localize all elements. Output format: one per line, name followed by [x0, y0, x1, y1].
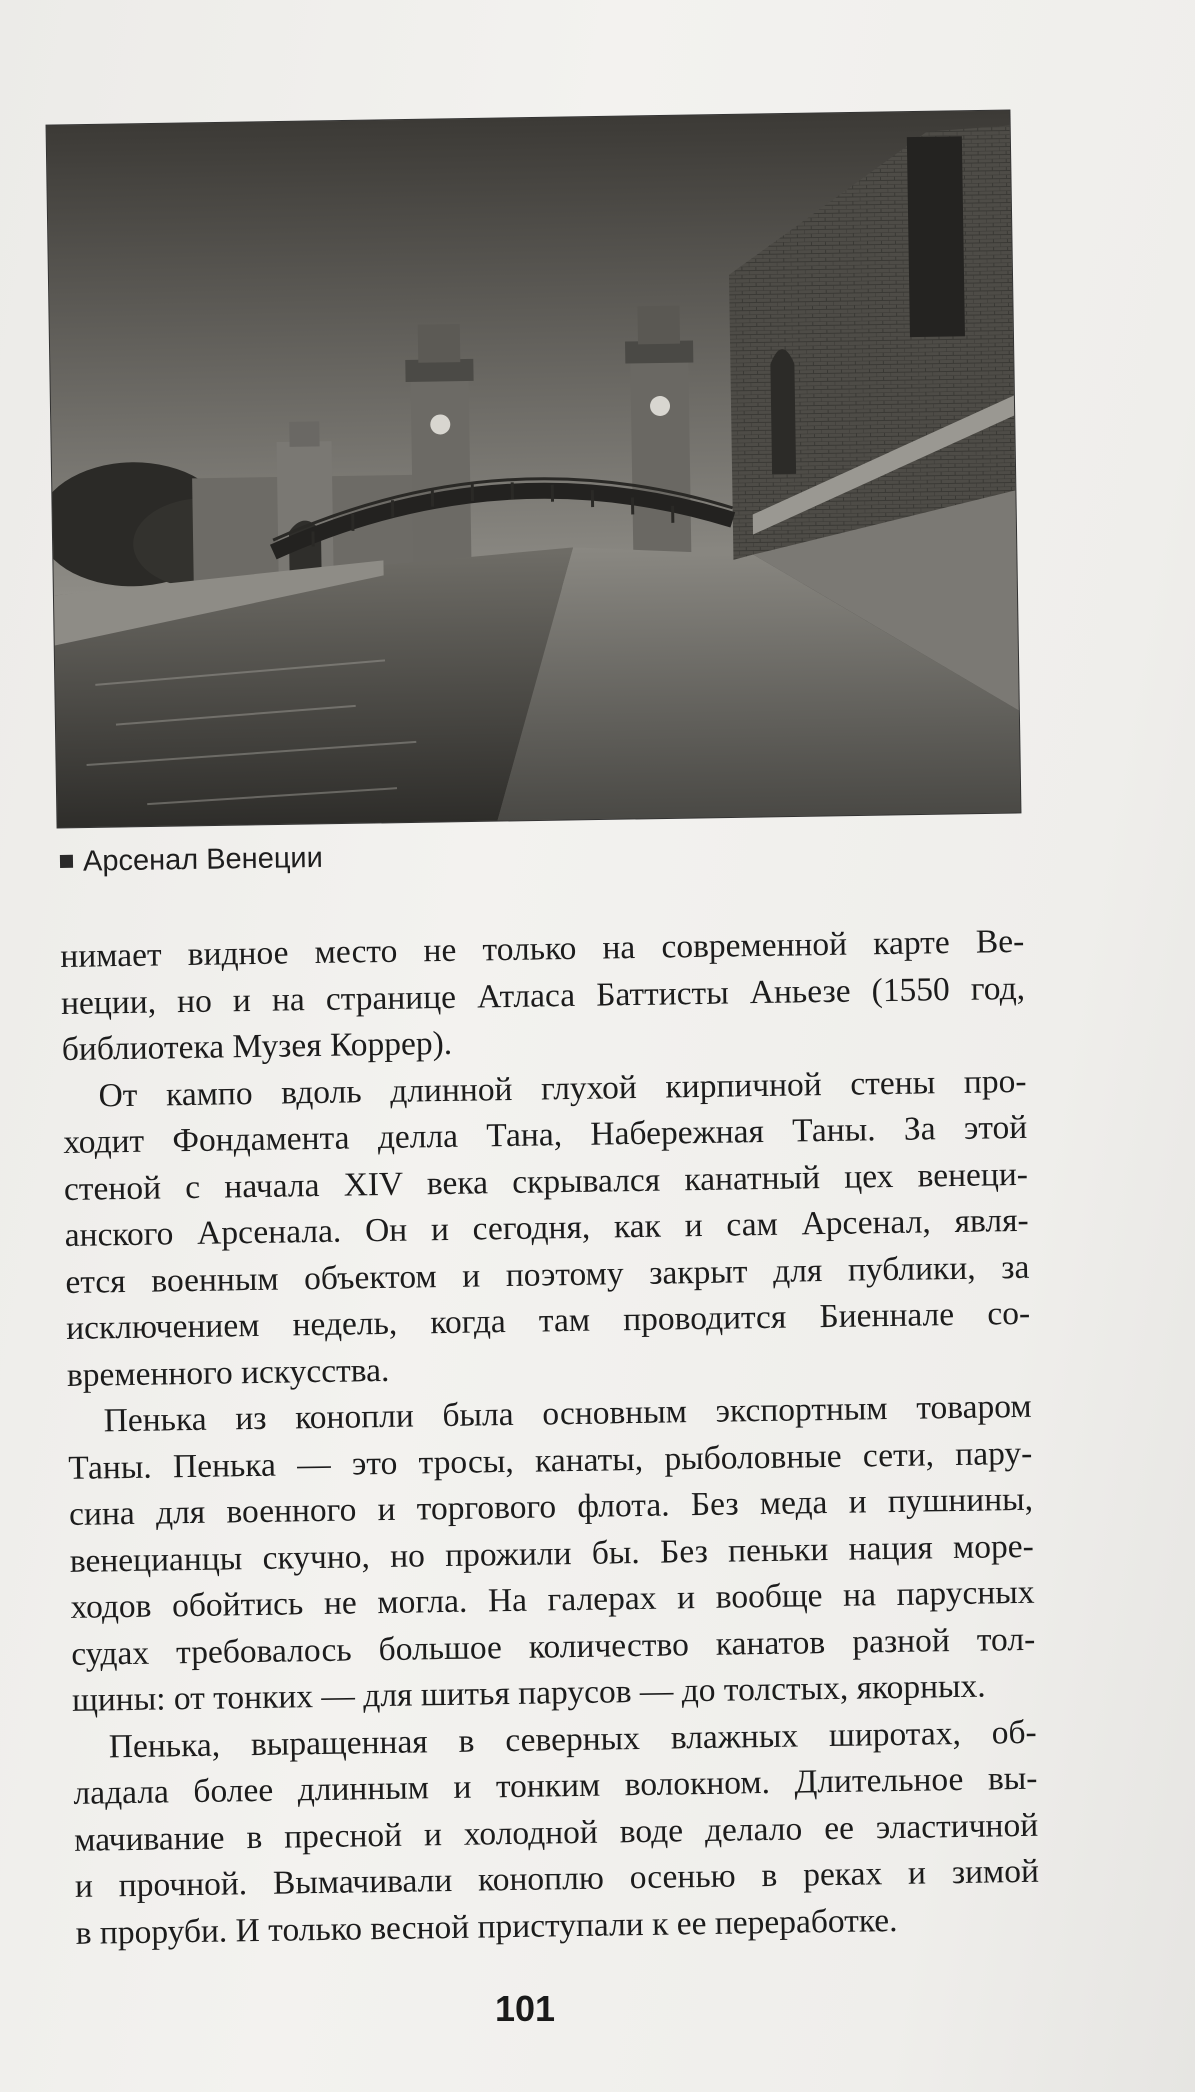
text-line: От кампо вдоль длинной глухой кирпичной стены про-: [98, 1062, 1027, 1114]
body-text: [60, 919, 1040, 1957]
text-line: Таны. Пенька — это тросы, канаты, рыболовные сети, пару-: [68, 1434, 1033, 1487]
text-line: венецианцы скучно, но прожили бы. Без пеньки нация море-: [69, 1527, 1035, 1580]
text-line: Пенька из конопли была основным экспортным товаром: [103, 1387, 1032, 1440]
text-line: щины: от тонких — для шитья парусов — до толстых, якорных.: [71, 1667, 986, 1719]
text-line: нимает видное место не только на современной карте Ве-: [60, 922, 1025, 975]
caption-square-icon: [60, 855, 73, 868]
text-line: исключением недель, когда там проводится Биеннале со-: [65, 1294, 1031, 1347]
text-line: ладала более длинным и тонким волокном. Длительное вы-: [73, 1759, 1038, 1812]
text-line: и прочной. Вымачивали коноплю осенью в реках и зимой: [74, 1852, 1040, 1905]
caption-text: Арсенал Венеции: [82, 841, 324, 878]
text-line: неции, но и на странице Атласа Баттисты Аньезе (1550 год,: [60, 969, 1026, 1022]
text-line: временного искусства.: [66, 1351, 390, 1394]
paragraph-1: [60, 919, 1026, 1074]
page-number: 101: [494, 1988, 556, 2029]
text-line: стеной с начала XIV века скрывался канатный цех венеци-: [63, 1155, 1029, 1208]
text-line: ется военным объектом и поэтому закрыт для публики, за: [65, 1248, 1030, 1301]
text-line: анского Арсенала. Он и сегодня, как и сам Арсенал, явля-: [64, 1201, 1029, 1254]
text-line: ходит Фондамента делла Тана, Набережная Таны. За этой: [62, 1108, 1028, 1161]
text-line: в проруби. И только весной приступали к ее переработке.: [75, 1901, 898, 1952]
text-line: мачивание в пресной и холодной воде делало ее эластичной: [73, 1806, 1039, 1859]
photo-caption: [60, 842, 323, 879]
text-line: сина для военного и торгового флота. Без меда и пушнины,: [68, 1480, 1034, 1533]
text-line: библиотека Музея Коррер).: [61, 1024, 453, 1068]
photo-arsenal-venice: [47, 110, 1021, 827]
text-line: ходов обойтись не могла. На галерах и вообще на парусных: [70, 1573, 1035, 1626]
paragraph-2: [62, 1058, 1031, 1399]
text-line: Пенька, выращенная в северных влажных широтах, об-: [108, 1713, 1037, 1765]
paragraph-4: [72, 1709, 1040, 1957]
text-line: судах требовалось большое количество канатов разной тол-: [71, 1620, 1036, 1673]
paragraph-3: [67, 1384, 1036, 1725]
